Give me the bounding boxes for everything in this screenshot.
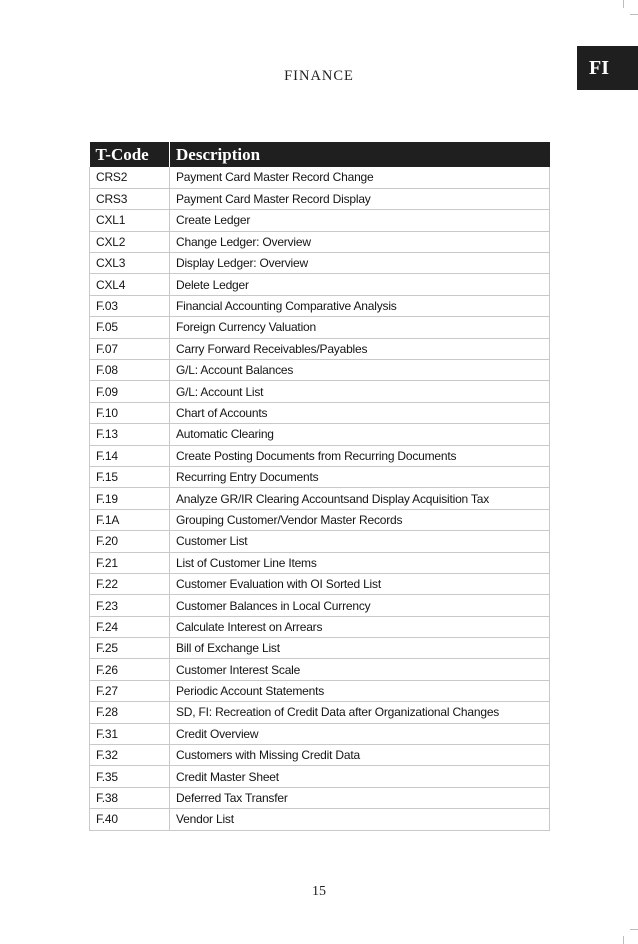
description-cell: Delete Ledger [170, 274, 550, 295]
tcode-cell: F.31 [90, 723, 170, 744]
table-row [90, 295, 550, 316]
tcode-cell: F.38 [90, 787, 170, 808]
tcode-cell: F.09 [90, 381, 170, 402]
description-cell: List of Customer Line Items [170, 552, 550, 573]
table-row [90, 488, 550, 509]
column-header-tcode: T-Code [90, 142, 170, 167]
description-cell: Chart of Accounts [170, 402, 550, 423]
description-cell: Vendor List [170, 809, 550, 830]
page-number: 15 [312, 884, 326, 899]
tcode-cell: F.28 [90, 702, 170, 723]
tcode-cell: F.19 [90, 488, 170, 509]
table-row [90, 210, 550, 231]
description-cell: Automatic Clearing [170, 424, 550, 445]
table-row [90, 745, 550, 766]
tcode-cell: F.27 [90, 680, 170, 701]
table-row [90, 167, 550, 188]
tcode-cell: F.13 [90, 424, 170, 445]
running-title: FINANCE [284, 68, 354, 84]
description-cell: Payment Card Master Record Change [170, 167, 550, 188]
tcode-cell: CXL3 [90, 253, 170, 274]
description-cell: Foreign Currency Valuation [170, 317, 550, 338]
description-cell: Bill of Exchange List [170, 638, 550, 659]
table-row [90, 616, 550, 637]
description-cell: Display Ledger: Overview [170, 253, 550, 274]
description-cell: Create Ledger [170, 210, 550, 231]
table-row [90, 680, 550, 701]
description-cell: Customers with Missing Credit Data [170, 745, 550, 766]
description-cell: Deferred Tax Transfer [170, 787, 550, 808]
table-row [90, 317, 550, 338]
description-cell: SD, FI: Recreation of Credit Data after Organizational Changes [170, 702, 550, 723]
table-row [90, 274, 550, 295]
table-row [90, 402, 550, 423]
tcode-cell: F.21 [90, 552, 170, 573]
table-row [90, 595, 550, 616]
description-cell: Customer Interest Scale [170, 659, 550, 680]
description-cell: Analyze GR/IR Clearing Accountsand Display Acquisition Tax [170, 488, 550, 509]
description-cell: Carry Forward Receivables/Payables [170, 338, 550, 359]
table-row [90, 360, 550, 381]
description-cell: Calculate Interest on Arrears [170, 616, 550, 637]
column-header-description: Description [170, 142, 550, 167]
table-row [90, 381, 550, 402]
tcode-cell: F.05 [90, 317, 170, 338]
table-header-row [90, 142, 550, 167]
table-row [90, 552, 550, 573]
description-cell: Customer Evaluation with OI Sorted List [170, 573, 550, 594]
table-row [90, 659, 550, 680]
tcode-cell: F.15 [90, 466, 170, 487]
tcode-cell: CXL2 [90, 231, 170, 252]
description-cell: Grouping Customer/Vendor Master Records [170, 509, 550, 530]
table-body [90, 167, 550, 830]
tcode-cell: CRS2 [90, 167, 170, 188]
tcode-cell: F.08 [90, 360, 170, 381]
tcode-cell: F.24 [90, 616, 170, 637]
tcode-cell: F.07 [90, 338, 170, 359]
tcode-cell: F.25 [90, 638, 170, 659]
table-row [90, 809, 550, 830]
description-cell: Change Ledger: Overview [170, 231, 550, 252]
tcode-cell: F.1A [90, 509, 170, 530]
section-tab: FI [577, 46, 638, 90]
description-cell: G/L: Account Balances [170, 360, 550, 381]
tcode-cell: F.22 [90, 573, 170, 594]
table-row [90, 466, 550, 487]
table-row [90, 445, 550, 466]
tcode-cell: F.35 [90, 766, 170, 787]
description-cell: Customer Balances in Local Currency [170, 595, 550, 616]
table-row [90, 723, 550, 744]
description-cell: Payment Card Master Record Display [170, 188, 550, 209]
crop-mark [630, 14, 638, 15]
description-cell: Customer List [170, 531, 550, 552]
table-row [90, 424, 550, 445]
table-row [90, 188, 550, 209]
table-row [90, 531, 550, 552]
tcode-cell: F.10 [90, 402, 170, 423]
table-row [90, 702, 550, 723]
description-cell: Create Posting Documents from Recurring Documents [170, 445, 550, 466]
table-row [90, 509, 550, 530]
tcode-cell: F.40 [90, 809, 170, 830]
table-row [90, 253, 550, 274]
crop-mark [630, 929, 638, 930]
tcode-cell: F.20 [90, 531, 170, 552]
table-row [90, 231, 550, 252]
tcode-cell: F.03 [90, 295, 170, 316]
description-cell: Financial Accounting Comparative Analysis [170, 295, 550, 316]
tcode-cell: CXL4 [90, 274, 170, 295]
table-row [90, 338, 550, 359]
table-row [90, 573, 550, 594]
table-row [90, 787, 550, 808]
description-cell: Recurring Entry Documents [170, 466, 550, 487]
table-row [90, 638, 550, 659]
tcode-cell: CXL1 [90, 210, 170, 231]
tcode-cell: CRS3 [90, 188, 170, 209]
description-cell: Credit Master Sheet [170, 766, 550, 787]
crop-mark [623, 936, 624, 944]
tcode-cell: F.23 [90, 595, 170, 616]
description-cell: Credit Overview [170, 723, 550, 744]
tcode-cell: F.32 [90, 745, 170, 766]
tcode-table [89, 142, 550, 831]
tcode-cell: F.26 [90, 659, 170, 680]
crop-mark [623, 0, 624, 8]
tcode-cell: F.14 [90, 445, 170, 466]
table-row [90, 766, 550, 787]
description-cell: Periodic Account Statements [170, 680, 550, 701]
description-cell: G/L: Account List [170, 381, 550, 402]
